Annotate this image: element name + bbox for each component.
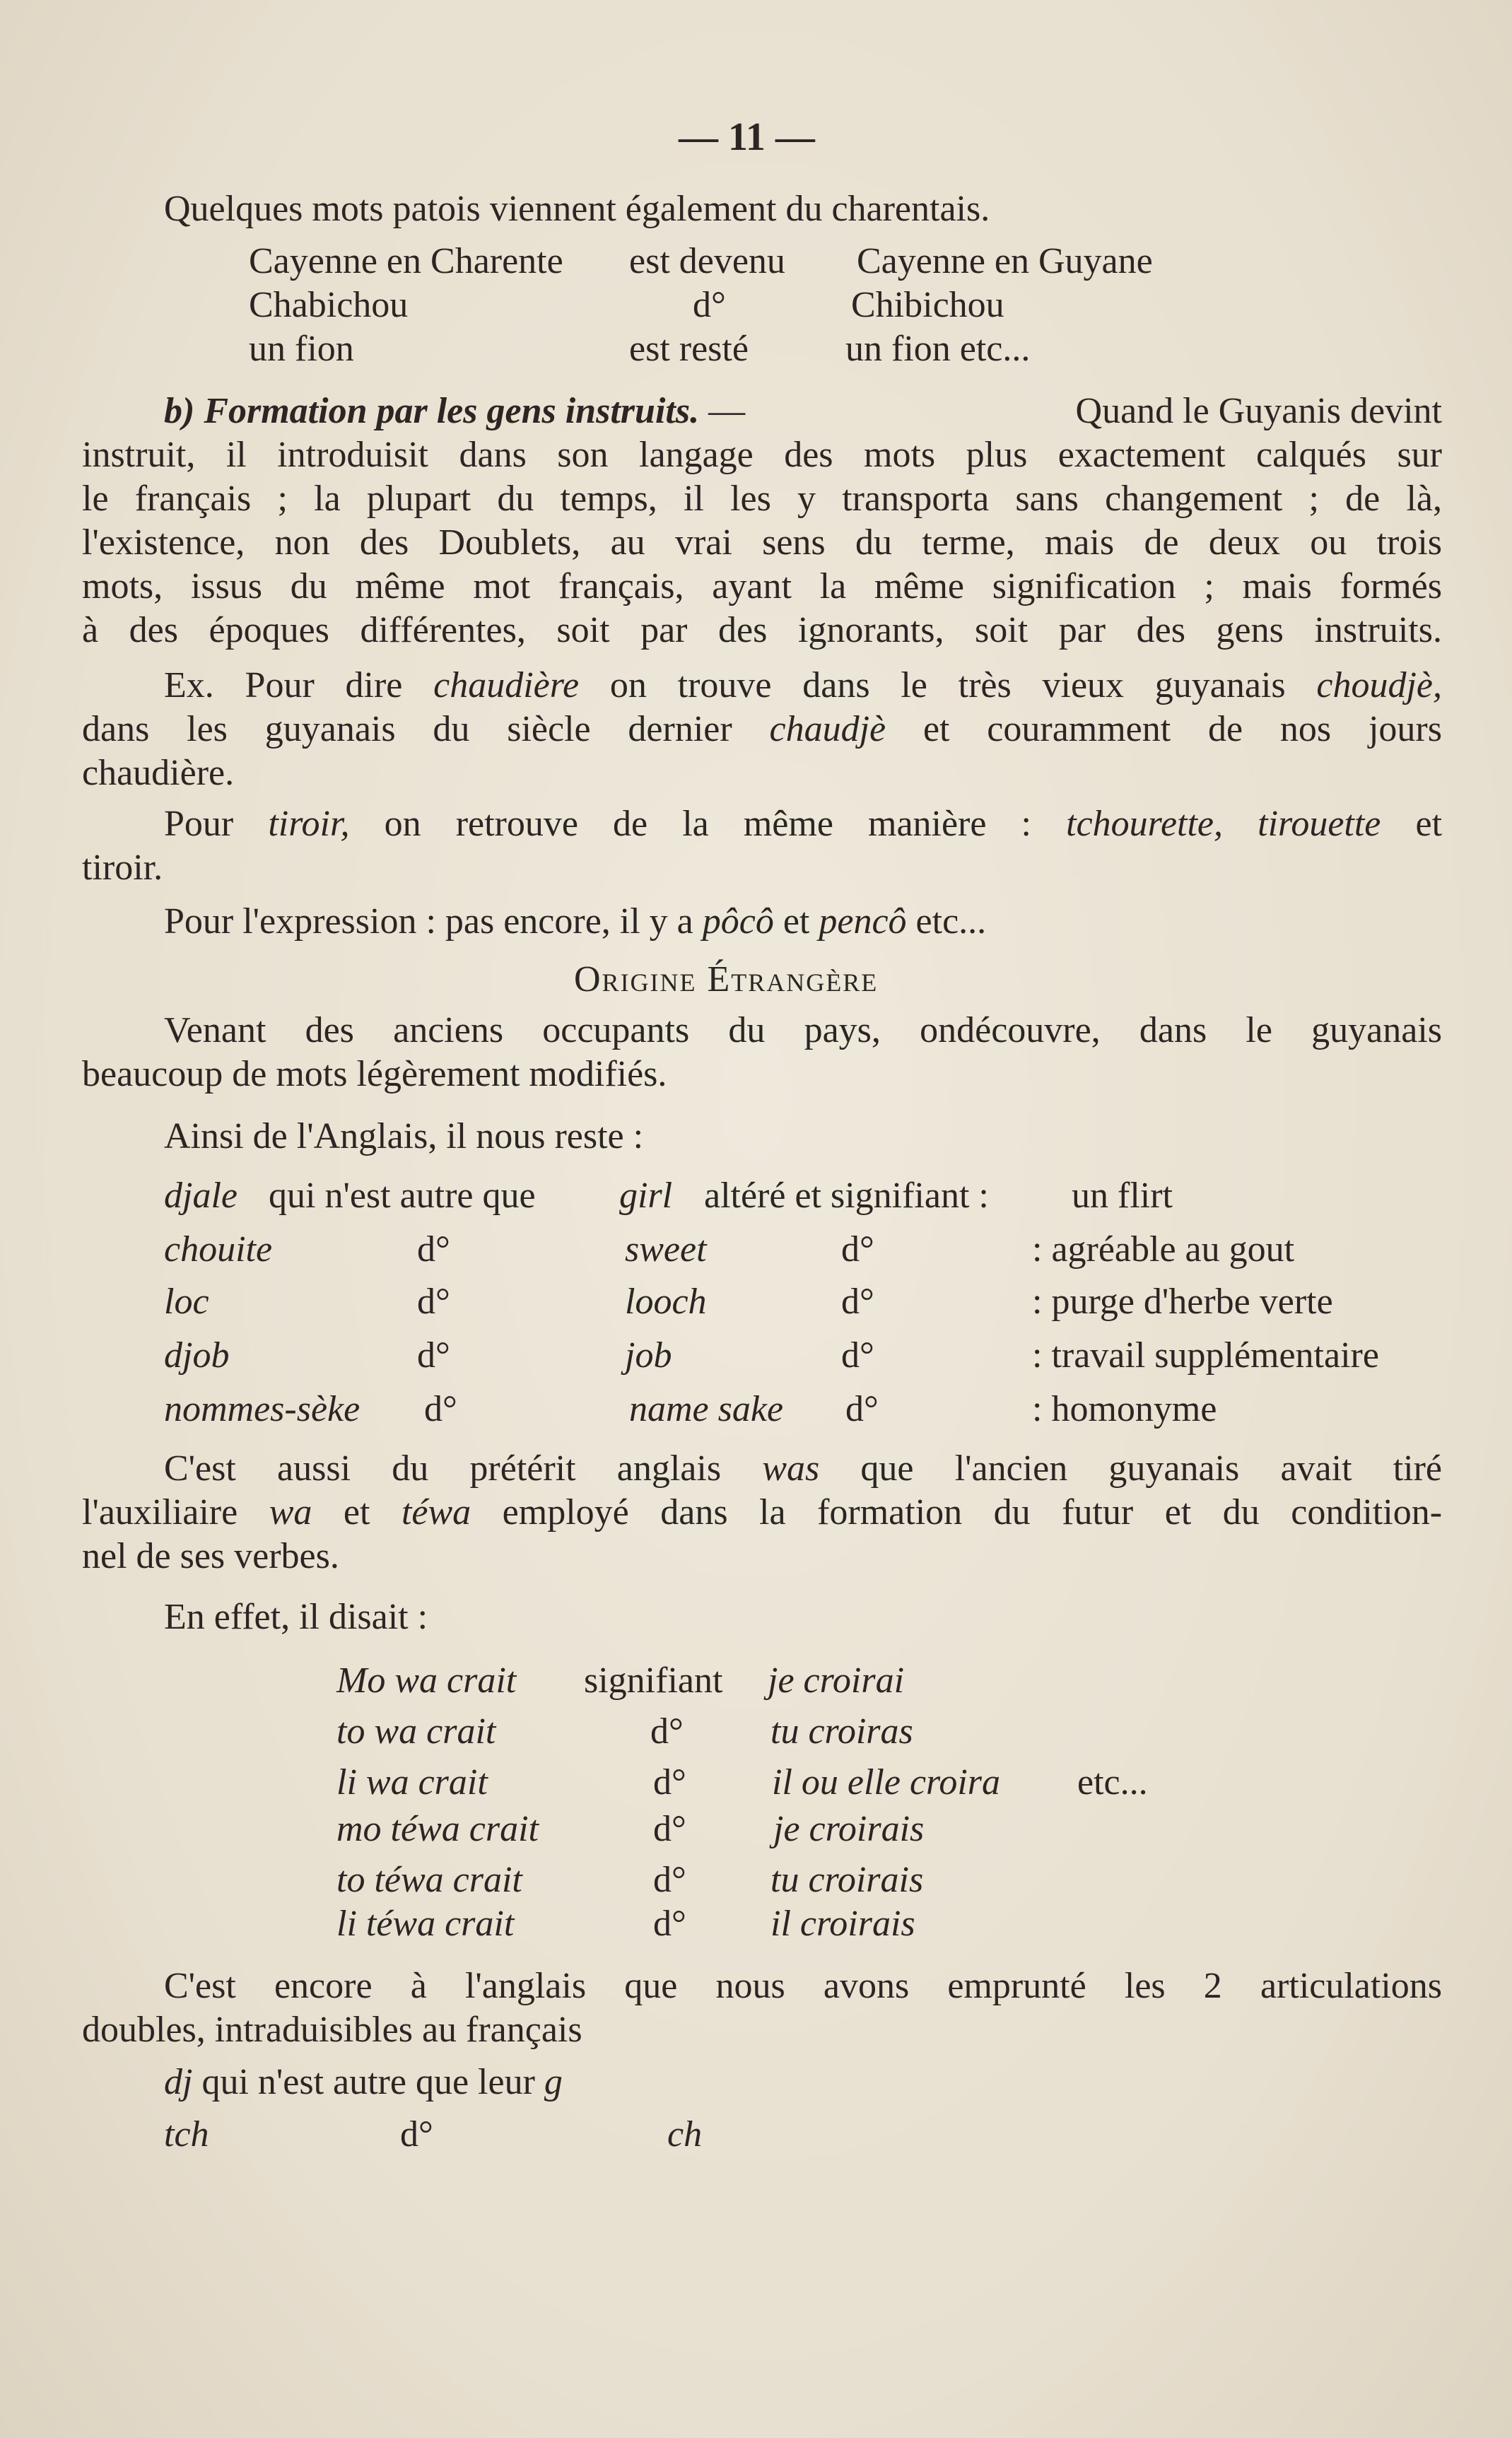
conj-mid: d° (653, 1762, 686, 1803)
charentais-row-1-a: Cayenne en Charente (249, 241, 563, 281)
english-mid: d° (417, 1335, 450, 1376)
english-mid: d° (417, 1229, 450, 1270)
english-sig: d° (841, 1282, 874, 1322)
page-number: — 11 — (679, 115, 815, 159)
conj-fr: tu croirais (770, 1860, 924, 1900)
conj-fr: tu croiras (770, 1711, 913, 1752)
origin-line-2: beaucoup de mots légèrement modifiés. (82, 1054, 667, 1094)
expression-line: Pour l'expression : pas encore, il y a pôcô et pencô etc... (164, 901, 987, 942)
en-effet-line: En effet, il disait : (164, 1597, 428, 1637)
ex-line-3: chaudière. (82, 753, 235, 793)
english-sig: d° (841, 1335, 874, 1376)
charentais-row-1-c: Cayenne en Guyane (857, 241, 1153, 281)
charentais-row-2-b: d° (693, 285, 726, 325)
english-sig: altéré et signifiant : (704, 1176, 989, 1216)
section-b-heading: b) Formation par les gens instruits. — (164, 391, 746, 431)
section-b-line-3: le français ; la plupart du temps, il les y transporta sans changement ; de là, (82, 479, 1442, 519)
section-b-line-2: instruit, il introduisit dans son langage des mots plus exactement calqués sur (82, 435, 1442, 475)
charentais-row-3-a: un fion (249, 329, 354, 369)
tch-mid: d° (400, 2114, 433, 2155)
section-b-line-6: à des époques différentes, soit par des ignorants, soit par des gens instruits. (82, 610, 1442, 650)
tiroir-line-1: Pour tiroir, on retrouve de la même manière : tchourette, tirouette et (164, 804, 1443, 844)
english-sig: d° (845, 1389, 879, 1429)
english-word: chouite (164, 1229, 273, 1270)
english-meaning: : purge d'herbe verte (1032, 1282, 1333, 1322)
conj-fr: je croirai (768, 1660, 905, 1701)
conj-fr: je croirais (773, 1809, 925, 1849)
charentais-row-2-c: Chibichou (851, 285, 1004, 325)
english-src: girl (619, 1176, 673, 1216)
preterit-line-2: l'auxiliaire wa et téwa employé dans la formation du futur et du condition- (82, 1492, 1443, 1532)
conj-creole: Mo wa crait (336, 1660, 517, 1701)
tiroir-line-2: tiroir. (82, 848, 163, 888)
articulations-line-2: doubles, intraduisibles au français (82, 2010, 582, 2050)
conj-mid: d° (653, 1809, 686, 1849)
charentais-row-2-a: Chabichou (249, 285, 409, 325)
english-meaning: : agréable au gout (1032, 1229, 1295, 1270)
english-word: djale (164, 1176, 238, 1216)
english-intro: Ainsi de l'Anglais, il nous reste : (164, 1116, 644, 1156)
english-sig: d° (841, 1229, 874, 1270)
english-word: djob (164, 1335, 230, 1376)
conj-extra: etc... (1077, 1762, 1148, 1803)
conj-mid: signifiant (584, 1660, 723, 1701)
english-src: name sake (629, 1389, 784, 1429)
tch-creole: tch (164, 2114, 209, 2155)
conj-creole: li wa crait (336, 1762, 488, 1803)
section-b-first-line (164, 389, 1442, 434)
english-word: nommes-sèke (164, 1389, 361, 1429)
conj-creole: mo téwa crait (336, 1809, 539, 1849)
section-b-line-1: Quand le Guyanis devint (1075, 391, 1442, 431)
ex-line-1: Ex. Pour dire chaudière on trouve dans le très vieux guyanais choudjè, (164, 665, 1443, 705)
conj-mid: d° (653, 1860, 686, 1900)
preterit-line-3: nel de ses verbes. (82, 1536, 339, 1576)
conj-fr: il croirais (770, 1904, 915, 1944)
preterit-line-1: C'est aussi du prétérit anglais was que l'ancien guyanais avait tiré (164, 1448, 1443, 1489)
english-meaning: un flirt (1072, 1176, 1173, 1216)
charentais-row-3-b: est resté (629, 329, 749, 369)
tch-english: ch (667, 2114, 703, 2155)
ex-line-2: dans les guyanais du siècle dernier chaudjè et couramment de nos jours (82, 709, 1442, 749)
english-mid: d° (417, 1282, 450, 1322)
conj-creole: li téwa crait (336, 1904, 515, 1944)
conj-mid: d° (650, 1711, 684, 1752)
english-src: sweet (625, 1229, 707, 1270)
english-meaning: : homonyme (1032, 1389, 1217, 1429)
english-src: job (625, 1335, 672, 1376)
articulations-line-1: C'est encore à l'anglais que nous avons emprunté les 2 articulations (164, 1966, 1442, 2006)
origin-line-1: Venant des anciens occupants du pays, ondécouvre, dans le guyanais (164, 1010, 1442, 1050)
english-mid: d° (424, 1389, 457, 1429)
conj-creole: to téwa crait (336, 1860, 522, 1900)
origin-heading: Origine Étrangère (574, 959, 879, 1000)
conj-creole: to wa crait (336, 1711, 496, 1752)
charentais-row-3-c: un fion etc... (845, 329, 1031, 369)
section-b-line-4: l'existence, non des Doublets, au vrai sens du terme, mais de deux ou trois (82, 522, 1442, 563)
conj-fr: il ou elle croira (772, 1762, 1001, 1803)
intro-line: Quelques mots patois viennent également du charentais. (164, 189, 990, 229)
section-b-line-5: mots, issus du même mot français, ayant la même signification ; mais formés (82, 566, 1442, 606)
english-mid: qui n'est autre que (269, 1176, 536, 1216)
charentais-row-1-b: est devenu (629, 241, 785, 281)
english-src: looch (625, 1282, 707, 1322)
english-meaning: : travail supplémentaire (1032, 1335, 1379, 1376)
dj-line: dj qui n'est autre que leur g (164, 2062, 563, 2102)
conj-mid: d° (653, 1904, 686, 1944)
english-word: loc (164, 1282, 209, 1322)
